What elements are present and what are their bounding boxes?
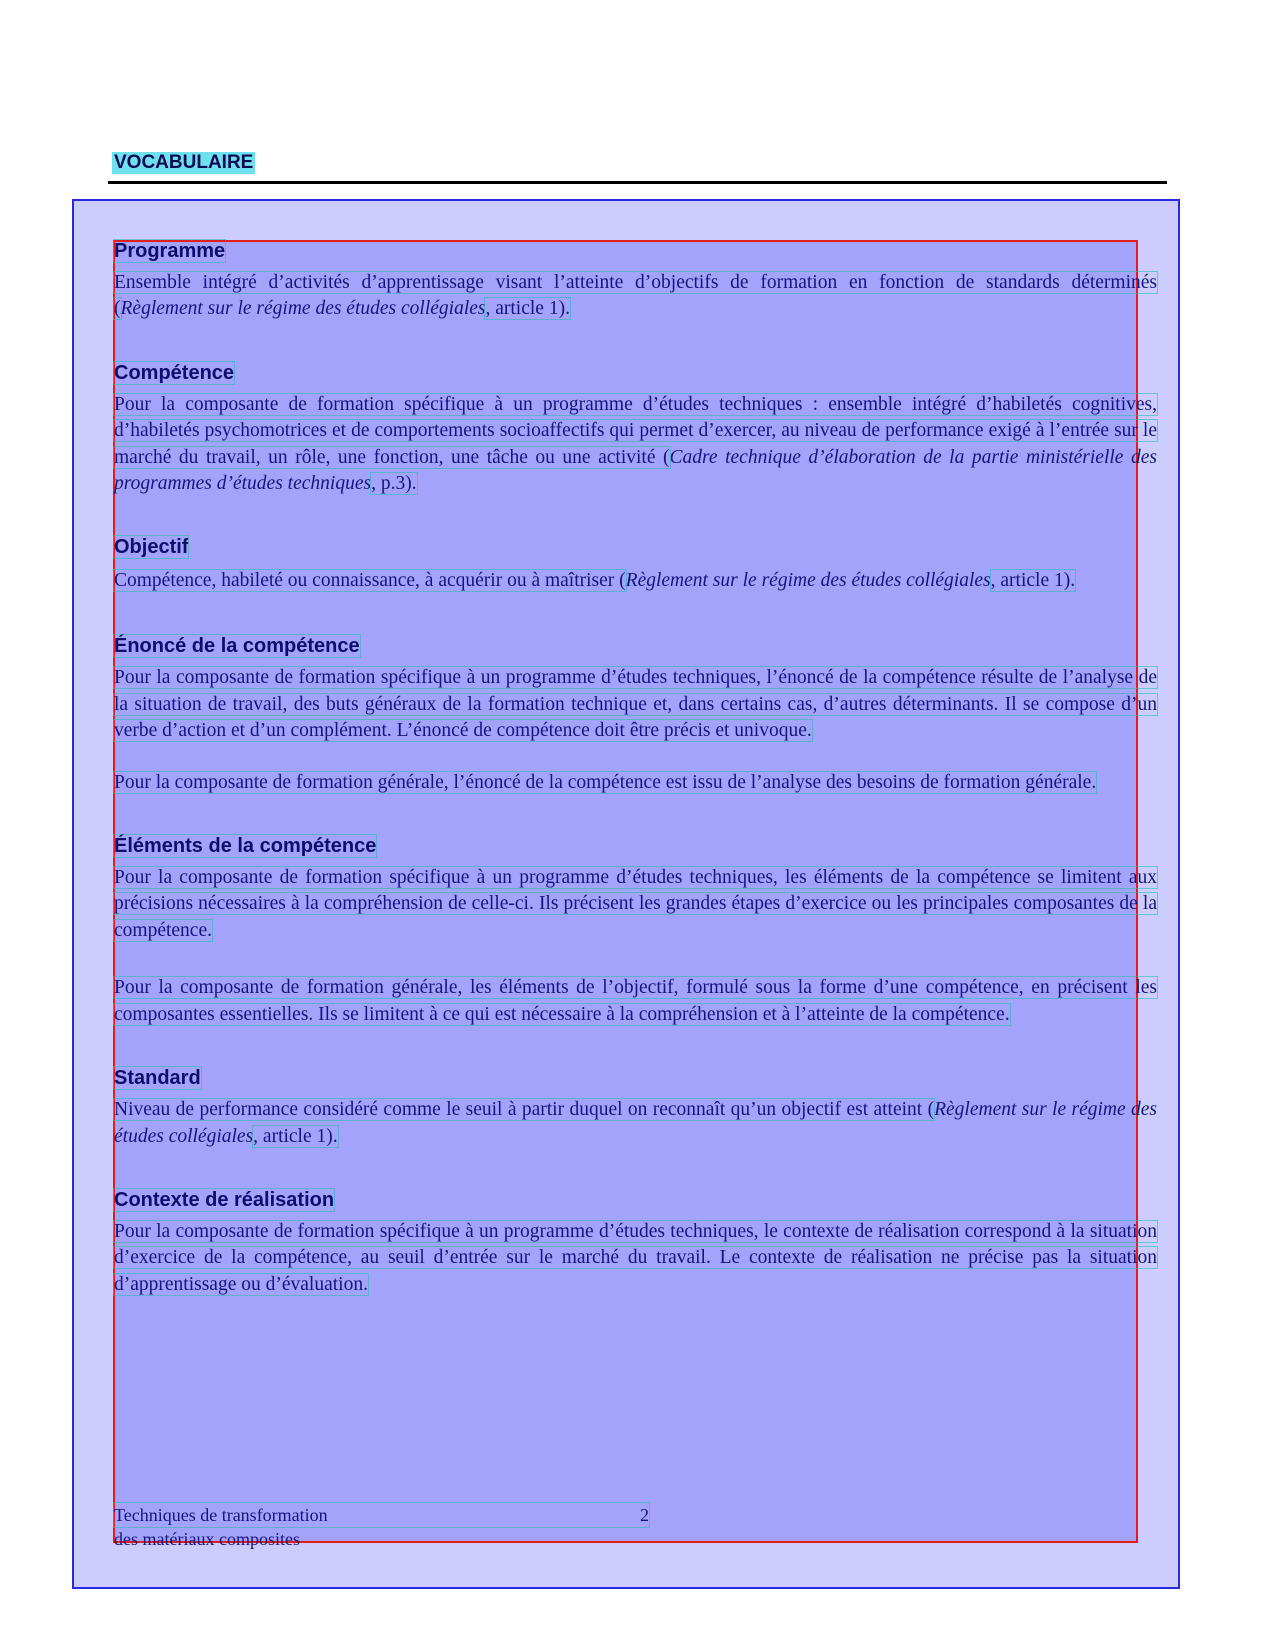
definition-elements-generale: Pour la composante de formation générale, les éléments de l’objectif, formulé sous la forme d’une compétence, en précisent les composantes essentielles. Ils se limitent à ce qui est nécessaire à la compréhension et à l’atteinte de la compétence.	[114, 977, 1157, 1025]
definition-standard: Niveau de performance considéré comme le seuil à partir duquel on reconnaît qu’un objectif est atteint (Règlement sur le régime des études collégiales, article 1).	[114, 1099, 1158, 1147]
footer-program-name-line2: des matériaux composites	[114, 1529, 300, 1549]
term-programme: Programme	[114, 240, 226, 262]
term-competence: Compétence	[114, 361, 235, 384]
definition-elements-specifique: Pour la composante de formation spécifique à un programme d’études techniques, les éléments de la compétence se limitent aux précisions nécessaires à la compréhension de celle-ci. Ils précisent les grandes étapes d’exercice ou les principales composantes de la compétence.	[114, 867, 1157, 941]
footer-program-name: Techniques de transformation	[114, 1505, 328, 1525]
definition-enonce-generale: Pour la composante de formation générale, l’énoncé de la compétence est issu de l’analyse des besoins de formation générale.	[114, 771, 1097, 793]
vocabulary-list	[114, 238, 1157, 1298]
definition-contexte-realisation: Pour la composante de formation spécifique à un programme d’études techniques, le contexte de réalisation correspond à la situation d’exercice de la compétence, au seuil d’entrée sur le marché du travail. Le contexte de réalisation ne précise pas la situation d’apprentissage ou d’évaluation.	[114, 1220, 1157, 1295]
term-standard: Standard	[114, 1067, 201, 1090]
heading-rule	[108, 181, 1167, 184]
definition-programme: Ensemble intégré d’activités d’apprentissage visant l’atteinte d’objectifs de formation en fonction de standards déterminés (Règlement sur le régime des études collégiales, article 1).	[114, 272, 1157, 320]
page-footer	[114, 1503, 649, 1551]
definition-competence: Pour la composante de formation spécifique à un programme d’études techniques : ensemble intégré d’habiletés cognitives, d’habiletés psychomotrices et de comportements socioaffectifs qui permet d’exercer, au niveau de performance exigé à l’entrée sur le marché du travail, un rôle, une fonction, une tâche ou une activité (Cadre technique d’élaboration de la partie ministérielle des programmes d’études techniques, p.3).	[114, 393, 1157, 495]
page-heading: VOCABULAIRE	[114, 152, 254, 173]
footer-page-number: 2	[640, 1505, 649, 1525]
term-elements-competence: Éléments de la compétence	[114, 835, 377, 858]
term-objectif: Objectif	[114, 536, 189, 559]
definition-enonce-specifique: Pour la composante de formation spécifique à un programme d’études techniques, l’énoncé de la compétence résulte de l’analyse de la situation de travail, des buts généraux de la formation technique et, dans certains cas, d’autres déterminants. Il se compose d’un verbe d’action et d’un complément. L’énoncé de compétence doit être précis et univoque.	[114, 667, 1157, 742]
term-contexte-realisation: Contexte de réalisation	[114, 1188, 335, 1211]
term-enonce-competence: Énoncé de la compétence	[114, 635, 360, 658]
definition-objectif: Compétence, habileté ou connaissance, à acquérir ou à maîtriser (Règlement sur le régime des études collégiales, article 1).	[114, 570, 1076, 592]
